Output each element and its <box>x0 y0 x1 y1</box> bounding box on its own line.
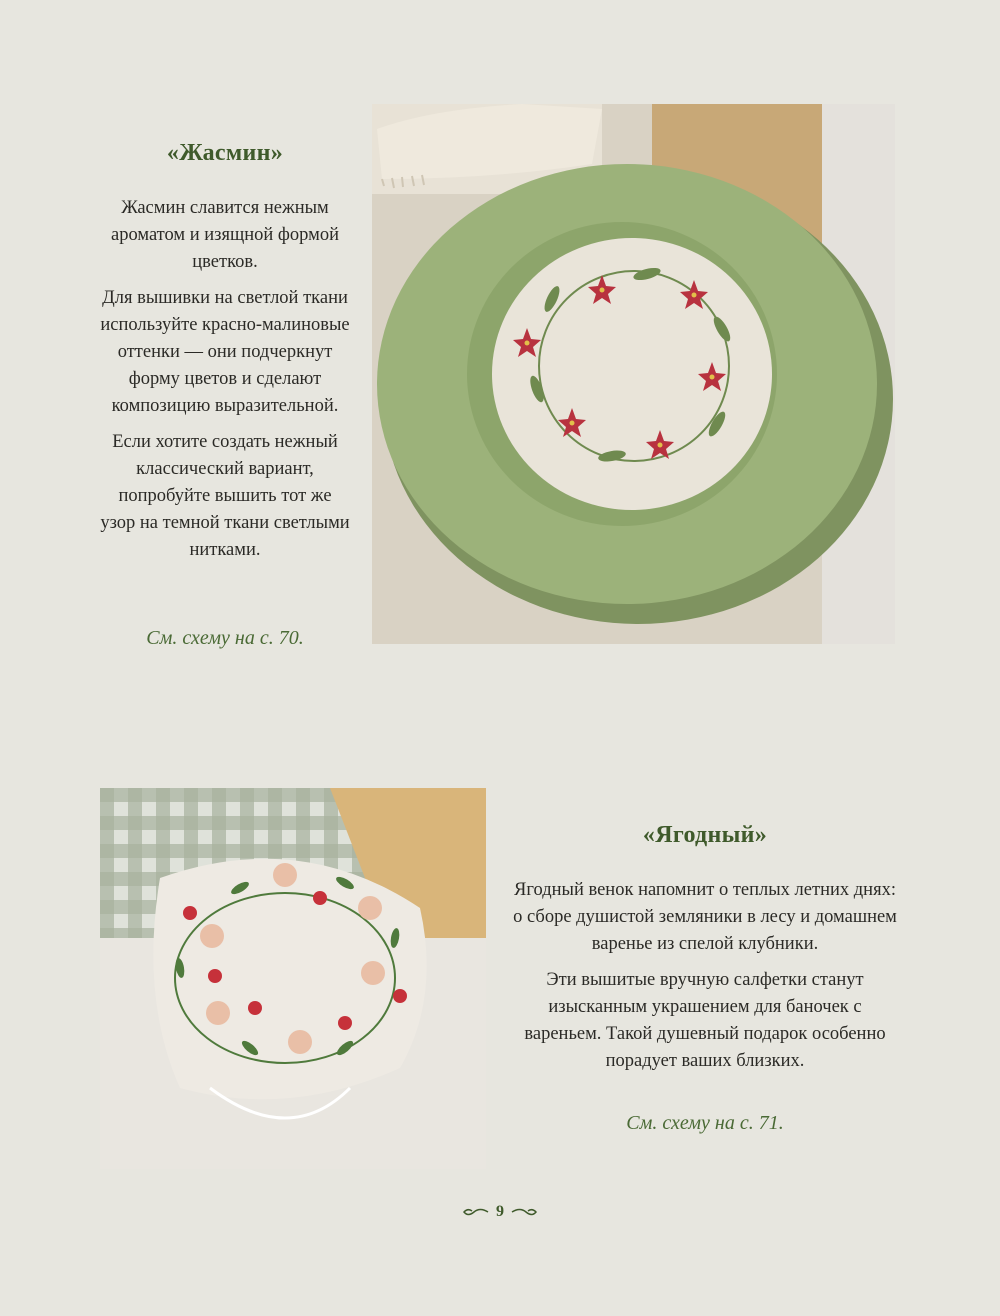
berry-paragraph-1: Ягодный венок напомнит о теплых летних днях: о сборе душистой земляники в лесу и домашнем варенье из спелой клубники. <box>513 880 897 954</box>
jasmine-description <box>100 195 350 573</box>
left-flourish-icon <box>462 1206 490 1218</box>
page-number <box>440 1200 560 1224</box>
jasmine-title: «Жасмин» <box>166 140 284 166</box>
berry-description <box>512 877 898 1084</box>
jasmine-pattern-reference: См. схему на с. 70. <box>146 627 304 649</box>
right-flourish-icon <box>510 1206 538 1218</box>
jasmine-paragraph-3: Если хотите создать нежный классический вариант, попробуйте вышить тот же узор на темной ткани светлыми нитками. <box>100 432 350 560</box>
jasmine-plate-photo <box>372 104 895 644</box>
jasmine-paragraph-1: Жасмин славится нежным ароматом и изящной формой цветков. <box>111 198 339 272</box>
page-number-text: 9 <box>496 1203 504 1220</box>
berry-paragraph-2: Эти вышитые вручную салфетки станут изысканным украшением для баночек с вареньем. Такой душевный подарок особенно порадует ваших близких. <box>524 970 886 1071</box>
berry-pattern-reference: См. схему на с. 71. <box>626 1112 784 1134</box>
berry-jar-photo <box>100 788 486 1169</box>
jasmine-paragraph-2: Для вышивки на светлой ткани используйте красно-малиновые оттенки — они подчеркнут форму цветов и сделают композицию выразительной. <box>100 288 350 416</box>
berry-title: «Ягодный» <box>642 822 768 848</box>
